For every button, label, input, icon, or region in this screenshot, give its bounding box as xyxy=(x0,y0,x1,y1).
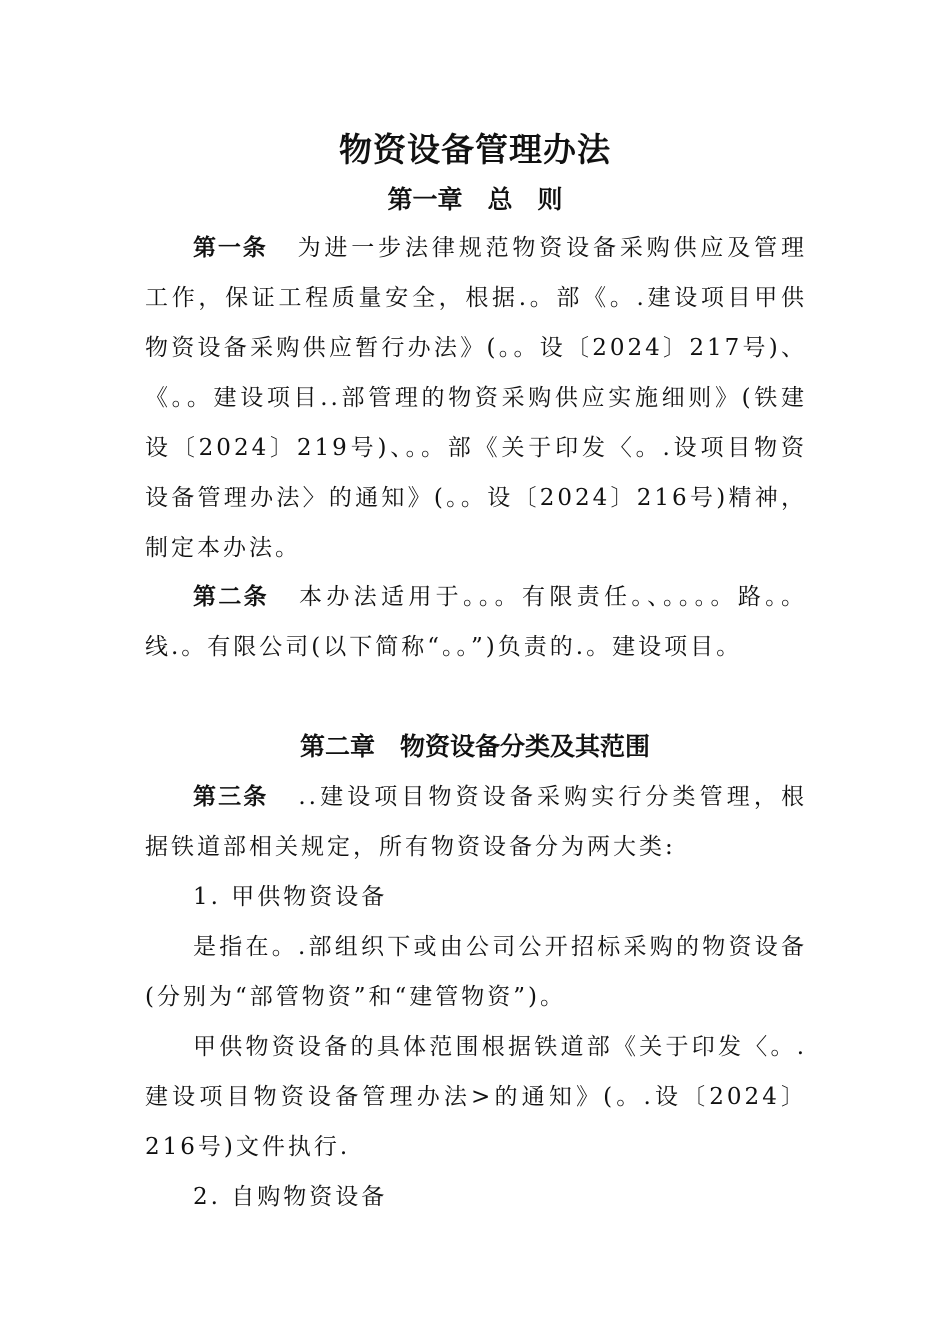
article-2-text: 本办法适用于。。。有限责任。、。。。。路。。线.。有限公司(以下简称“。。”)负责的.。建设项目。 xyxy=(145,584,807,660)
article-2 xyxy=(145,572,807,672)
article-1 xyxy=(145,223,807,573)
article-3-text: ..建设项目物资设备采购实行分类管理，根据铁道部相关规定，所有物资设备分为两大类: xyxy=(145,784,808,860)
item-1-scope: 甲供物资设备的具体范围根据铁道部《关于印发〈。.建设项目物资设备管理办法>的通知》(。.设〔2024〕216号)文件执行. xyxy=(145,1034,807,1160)
article-3-label: 第三条 xyxy=(193,784,269,810)
article-3 xyxy=(145,772,807,872)
article-2-label: 第二条 xyxy=(193,584,269,610)
document-title: 物资设备管理办法 xyxy=(339,130,611,169)
item-1-heading: 1. 甲供物资设备 xyxy=(193,884,388,910)
item-2-heading: 2. 自购物资设备 xyxy=(193,1184,388,1210)
article-1-text: 为进一步法律规范物资设备采购供应及管理工作，保证工程质量安全，根据.。部《。.建设项目甲供物资设备采购供应暂行办法》(。。设〔2024〕217号)、《。。建设项目..部管理的物资采购供应实施细则》(铁建设〔2024〕219号)、。。部《关于印发〈。.设项目物资设备管理办法〉的通知》(。。设〔2024〕216号)精神，制定本办法。 xyxy=(145,235,808,561)
article-1-label: 第一条 xyxy=(193,235,268,261)
item-1-description: 是指在。.部组织下或由公司公开招标采购的物资设备(分别为“部管物资”和“建管物资”)。 xyxy=(145,934,807,1010)
chapter-2-heading: 第二章 物资设备分类及其范围 xyxy=(299,732,650,761)
chapter-1-heading: 第一章 总 则 xyxy=(387,185,563,214)
